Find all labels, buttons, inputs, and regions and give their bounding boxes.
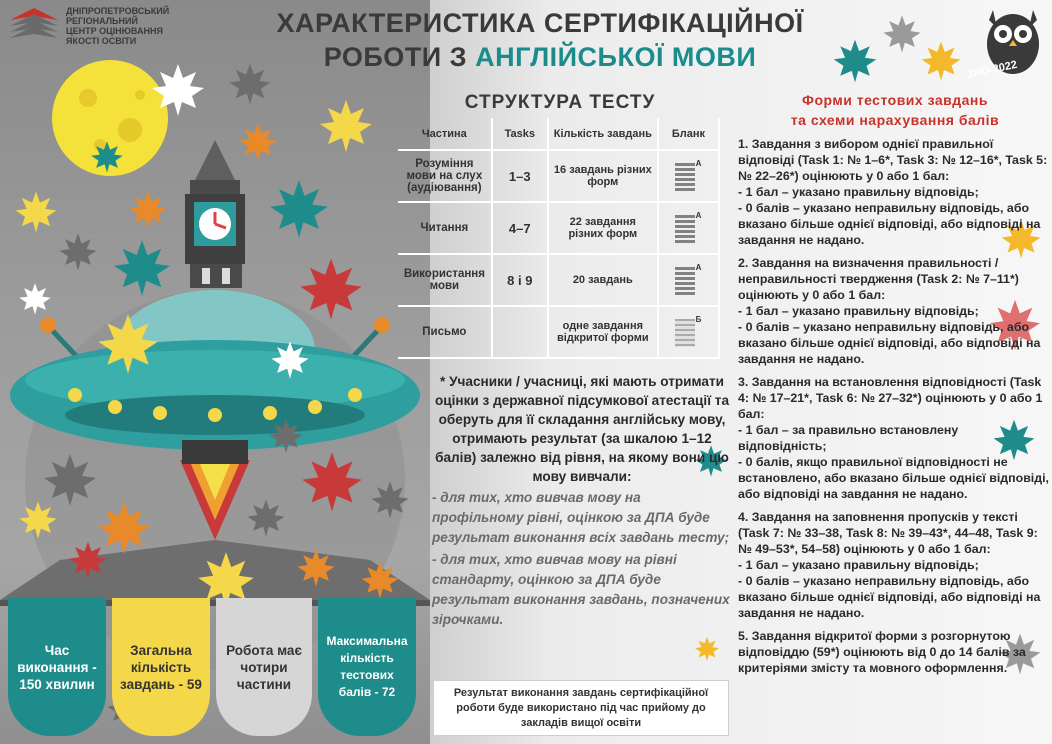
column-header: Частина xyxy=(398,118,492,150)
maple-leaf-icon xyxy=(318,98,374,154)
maple-leaf-icon xyxy=(238,122,278,162)
maple-leaf-icon xyxy=(268,178,330,240)
dpa-note xyxy=(432,372,732,630)
answer-sheet-icon xyxy=(675,211,701,243)
part-name: Розуміння мови на слух (аудіювання) xyxy=(398,150,492,202)
list-item xyxy=(738,509,1050,621)
answer-sheet xyxy=(658,254,719,306)
title-line-2-prefix: РОБОТИ З xyxy=(323,42,476,72)
logo-line: ЯКОСТІ ОСВІТИ xyxy=(66,36,137,46)
form-item-line: - 1 бал – указано правильну відповідь; xyxy=(738,304,979,318)
logo-line: ДНІПРОПЕТРОВСЬКИЙ xyxy=(66,6,170,16)
maple-leaf-icon xyxy=(832,38,878,84)
form-item-line: - 0 балів, якщо правильної відповідності не встановлено, або вказано більше однієї відповіді, або відповіді на завдання не надано. xyxy=(738,455,1049,501)
summary-time: Час виконання - 150 хвилин xyxy=(8,598,106,736)
logo-mark-icon xyxy=(8,6,60,42)
result-usage-box: Результат виконання завдань сертифікаційної роботи буде використано під час прийому до закладів вищої освіти xyxy=(433,680,729,736)
maple-leaf-icon xyxy=(370,480,410,520)
maple-leaf-icon xyxy=(68,540,108,580)
part-name: Читання xyxy=(398,202,492,254)
maple-leaf-icon xyxy=(360,560,400,600)
table-row xyxy=(398,306,719,358)
table-row xyxy=(398,254,719,306)
title-line-1: ХАРАКТЕРИСТИКА СЕРТИФІКАЦІЙНОЇ xyxy=(276,8,804,38)
column-header: Кількість завдань xyxy=(548,118,658,150)
form-item-line: - 1 бал – за правильно встановлену відповідність; xyxy=(738,423,959,453)
tasks-range: 1–3 xyxy=(492,150,548,202)
form-item-line: - 0 балів – указано неправильну відповідь, або вказано більше однієї відповіді, або відповіді на завдання не надано. xyxy=(738,201,1041,247)
answer-sheet-icon xyxy=(675,263,701,295)
title-line-2 xyxy=(240,40,840,74)
zno-badge: ЗНО-2022 xyxy=(965,58,1019,82)
form-item-line: - 0 балів – указано неправильну відповідь, або вказано більше однієї відповіді, або відповіді на завдання не надано. xyxy=(738,574,1041,620)
answer-sheet-icon xyxy=(675,159,701,191)
form-item-line: - 1 бал – указано правильну відповідь; xyxy=(738,185,979,199)
list-item xyxy=(738,374,1050,502)
task-count: одне завдання відкритої форми xyxy=(548,306,658,358)
form-item-head: 1. Завдання з вибором однієї правильної відповіді (Task 1: № 1–6*, Task 3: № 12–16*, Task 5: № 22–26*) оцінюють у 0 або 1 бал: xyxy=(738,137,1048,183)
form-item-head: 2. Завдання на визначення правильності / неправильності твердження (Task 2: № 7–11*) оцінюють у 0 або 1 бал: xyxy=(738,256,1019,302)
form-item-head: 4. Завдання на заповнення пропусків у тексті (Task 7: № 33–38, Task 8: № 39–43*, 44–48, Task 9: № 49–53*, 54–58) оцінюють у 0 або 1 бал: xyxy=(738,510,1038,556)
maple-leaf-icon xyxy=(270,340,310,380)
task-count: 16 завдань різних форм xyxy=(548,150,658,202)
structure-heading: СТРУКТУРА ТЕСТУ xyxy=(464,92,656,113)
maple-leaf-icon xyxy=(112,238,172,298)
maple-leaf-icon xyxy=(300,450,364,514)
tasks-range: 8 і 9 xyxy=(492,254,548,306)
sheet-letter: Б xyxy=(695,314,702,324)
maple-leaf-icon xyxy=(96,312,160,376)
answer-sheet-icon xyxy=(675,315,701,347)
summary-parts: Робота має чотири частини xyxy=(216,598,312,736)
tower-roof xyxy=(195,140,235,180)
maple-leaf-icon xyxy=(90,140,124,174)
maple-leaf-icon xyxy=(296,548,336,588)
logo xyxy=(8,4,188,44)
maple-leaf-icon xyxy=(246,498,286,538)
maple-leaf-icon xyxy=(18,500,58,540)
part-name: Письмо xyxy=(398,306,492,358)
maple-leaf-icon xyxy=(920,40,962,82)
task-count: 20 завдань xyxy=(548,254,658,306)
summary-total-tasks: Загальна кількість завдань - 59 xyxy=(112,598,210,736)
sheet-letter: А xyxy=(695,262,702,272)
form-item-line: - 1 бал – указано правильну відповідь; xyxy=(738,558,979,572)
summary-max-score: Максимальна кількість тестових балів - 72 xyxy=(318,598,416,736)
maple-leaf-icon xyxy=(58,232,98,272)
tasks-range xyxy=(492,306,548,358)
answer-sheet xyxy=(658,150,719,202)
maple-leaf-icon xyxy=(128,190,168,230)
logo-line: РЕГІОНАЛЬНИЙ xyxy=(66,16,138,26)
logo-line: ЦЕНТР ОЦІНЮВАННЯ xyxy=(66,26,163,36)
structure-table xyxy=(398,118,720,359)
table-row xyxy=(398,202,719,254)
maple-leaf-icon xyxy=(882,14,922,54)
forms-list xyxy=(738,136,1050,683)
part-name: Використання мови xyxy=(398,254,492,306)
maple-leaf-icon xyxy=(14,190,58,234)
logo-text xyxy=(66,6,169,46)
forms-heading-line: та схеми нарахування балів xyxy=(790,112,1000,128)
sheet-letter: А xyxy=(695,158,702,168)
table-header-row xyxy=(398,118,719,150)
dpa-note-lead: * Учасники / учасниці, які мають отримати оцінки з державної підсумкової атестації та оберуть для її складання англійську мову, отримають результат (за шкалою 1–12 балів) залежно від рівня, на якому вони цю мову вивчали: xyxy=(434,374,730,484)
list-item xyxy=(738,136,1050,248)
table-row xyxy=(398,150,719,202)
forms-heading-line: Форми тестових завдань xyxy=(802,92,988,108)
page-title xyxy=(240,6,840,74)
forms-heading xyxy=(760,90,1030,130)
form-item-head: 5. Завдання відкритої форми з розгорнутою відповіддю (59*) оцінюють від 0 до 14 балів за критеріями змісту та мовного оформлення. xyxy=(738,629,1026,675)
column-header: Tasks xyxy=(492,118,548,150)
sheet-letter: А xyxy=(695,210,702,220)
title-line-2-accent: АНГЛІЙСЬКОЇ МОВИ xyxy=(475,42,757,72)
maple-leaf-icon xyxy=(694,636,720,662)
tasks-range: 4–7 xyxy=(492,202,548,254)
form-item-line: - 0 балів – указано неправильну відповідь, або вказано більше однієї відповіді, або відповіді на завдання не надано. xyxy=(738,320,1041,366)
answer-sheet xyxy=(658,306,719,358)
maple-leaf-icon xyxy=(268,418,304,454)
form-item-head: 3. Завдання на встановлення відповідності (Task 4: № 17–21*, Task 6: № 27–32*) оцінюють у 0 або 1 бал: xyxy=(738,375,1043,421)
task-count: 22 завдання різних форм xyxy=(548,202,658,254)
maple-leaf-icon xyxy=(150,62,206,118)
list-item xyxy=(738,255,1050,367)
maple-leaf-icon xyxy=(18,282,52,316)
maple-leaf-icon xyxy=(298,256,364,322)
answer-sheet xyxy=(658,202,719,254)
dpa-note-profile: - для тих, хто вивчав мову на профільному рівні, оцінкою за ДПА буде результат виконання всіх завдань тесту; xyxy=(432,490,730,545)
dpa-note-standard: - для тих, хто вивчав мову на рівні стандарту, оцінкою за ДПА буде результат виконання завдань, позначених зірочками. xyxy=(432,552,730,627)
column-header: Бланк xyxy=(658,118,719,150)
list-item xyxy=(738,628,1050,676)
